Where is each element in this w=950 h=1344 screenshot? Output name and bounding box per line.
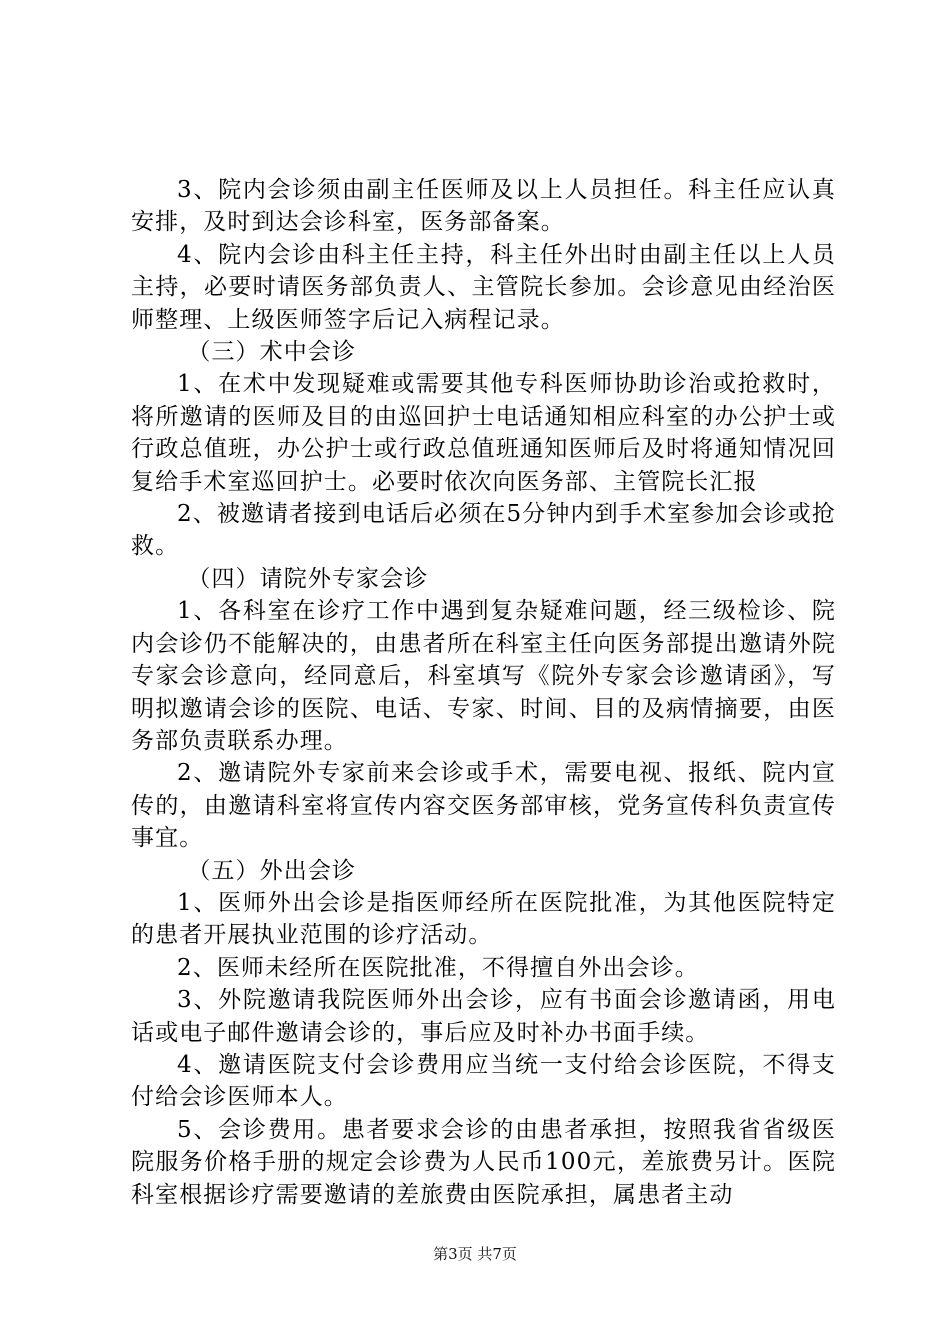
paragraph-outgoing-2: 2、医师未经所在医院批准，不得擅自外出会诊。: [177, 954, 699, 981]
section-heading-intraoperative: （三）术中会诊: [187, 339, 357, 366]
document-body: [131, 174, 836, 1211]
paragraph-intraoperative-2: 2、被邀请者接到电话后必须在5分钟内到手术室参加会诊或抢救。: [131, 501, 836, 560]
paragraph-intraoperative-1: 1、在术中发现疑难或需要其他专科医师协助诊治或抢救时，将所邀请的医师及目的由巡回护士电话通知相应科室的办公护士或行政总值班，办公护士或行政总值班通知医师后及时将通知情况回复给手术室巡回护士。必要时依次向医务部、主管院长汇报: [131, 371, 836, 495]
paragraph-outgoing-1: 1、医师外出会诊是指医师经所在医院批准，为其他医院特定的患者开展执业范围的诊疗活动。: [131, 889, 836, 949]
paragraph-external-experts-1: 1、各科室在诊疗工作中遇到复杂疑难问题，经三级检诊、院内会诊仍不能解决的，由患者所在科室主任向医务部提出邀请外院专家会诊意向，经同意后，科室填写《院外专家会诊邀请函》，写明拟邀请会诊的医院、电话、专家、时间、目的及病情摘要，由医务部负责联系办理。: [131, 598, 836, 754]
paragraph-consult-host: 4、院内会诊由科主任主持，科主任外出时由副主任以上人员主持，必要时请医务部负责人、主管院长参加。会诊意见由经治医师整理、上级医师签字后记入病程记录。: [131, 241, 836, 333]
paragraph-consult-staff: 3、院内会诊须由副主任医师及以上人员担任。科主任应认真安排，及时到达会诊科室，医务部备案。: [131, 177, 836, 236]
section-heading-external-experts: （四）请院外专家会诊: [187, 565, 429, 592]
paragraph-outgoing-4: 4、邀请医院支付会诊费用应当统一支付给会诊医院，不得支付给会诊医师本人。: [131, 1051, 836, 1111]
paragraph-external-experts-2: 2、邀请院外专家前来会诊或手术，需要电视、报纸、院内宣传的，由邀请科室将宣传内容交医务部审核，党务宣传科负责宣传事宜。: [131, 760, 836, 852]
paragraph-outgoing-5: 5、会诊费用。患者要求会诊的由患者承担，按照我省省级医院服务价格手册的规定会诊费为人民币100元，差旅费另计。医院科室根据诊疗需要邀请的差旅费由医院承担，属患者主动: [131, 1116, 836, 1208]
page-number-footer: 第3页 共7页: [433, 1245, 517, 1263]
paragraph-outgoing-3: 3、外院邀请我院医师外出会诊，应有书面会诊邀请函，用电话或电子邮件邀请会诊的，事后应及时补办书面手续。: [131, 987, 836, 1046]
section-heading-outgoing: （五）外出会诊: [187, 857, 357, 884]
